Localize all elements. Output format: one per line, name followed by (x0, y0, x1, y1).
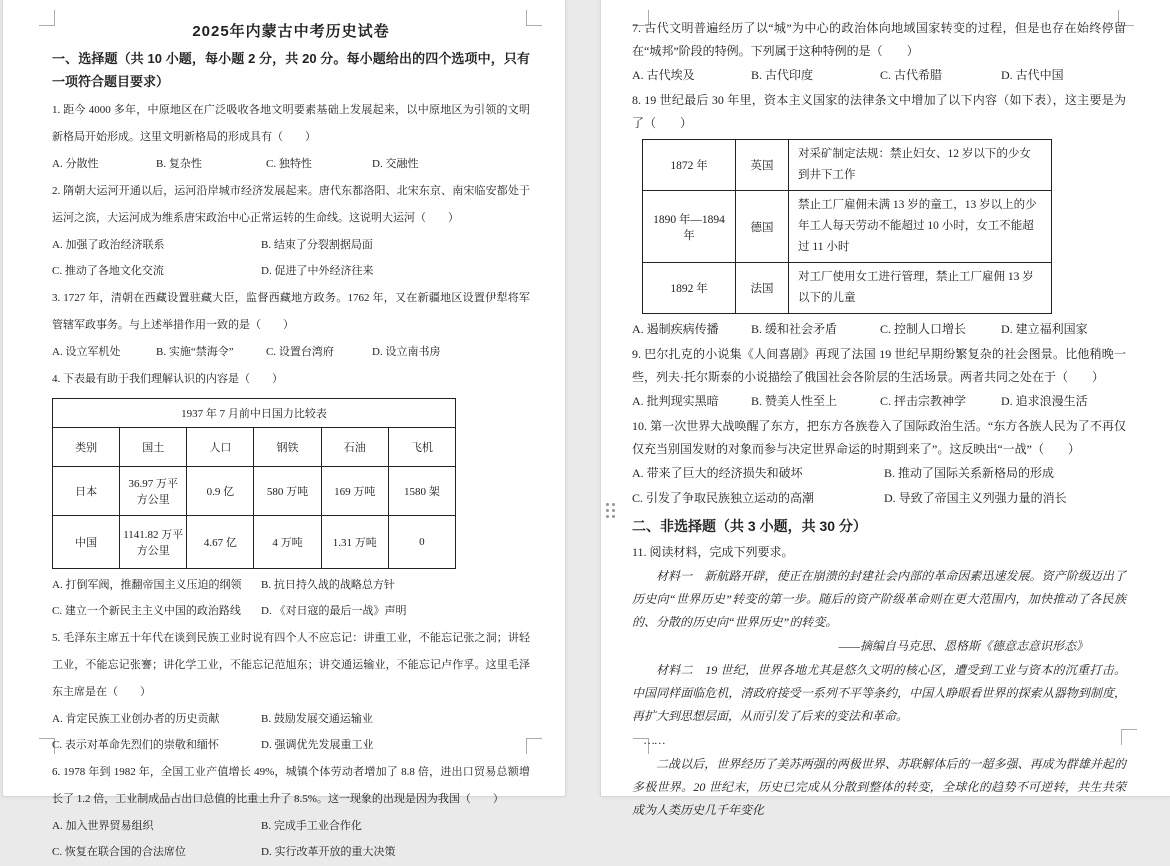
option-b: B. 缓和社会矛盾 (751, 322, 838, 336)
table-cell-country: 英国 (736, 140, 789, 191)
question-2-options-row-2 (52, 259, 530, 283)
exam-page-1 (2, 0, 566, 858)
option-b: B. 古代印度 (751, 68, 814, 82)
table-header: 钢铁 (254, 428, 321, 467)
material-1-source: ——摘编自马克思、恩格斯《德意志意识形态》 (838, 639, 1088, 653)
option-a: A. 带来了巨大的经济损失和破坏 (632, 466, 803, 480)
material-2-continued-paragraph: 二战以后，世界经历了美苏两强的两极世界、苏联解体后的一超多强、再成为群雄并起的多极世界。20 世纪末，历史已完成从分散到整体的转变，全球化的趋势不可逆转，共生共荣成为人类历史几千年变化 (632, 757, 1126, 817)
table-cell: 36.97 万平方公里 (120, 467, 187, 516)
option-b: B. 鼓励发展交通运输业 (261, 713, 373, 725)
question-9-options (632, 390, 1126, 413)
question-5-options-row-2 (52, 733, 530, 757)
question-5-options-row-1 (52, 707, 530, 731)
question-5-stem: 5. 毛泽东主席五十年代在谈到民族工业时说有四个人不应忘记：讲重工业，不能忘记张之洞；讲轻工业，不能忘记张謇；讲化学工业，不能忘记范旭东；讲交通运输业，不能忘记卢作孚。这里毛泽东主席是在（ ） (52, 632, 530, 698)
material-1-paragraph: 材料一 新航路开辟，使正在崩溃的封建社会内部的革命因素迅速发展。资产阶级迈出了历史向“世界历史”转变的第一步。随后的资产阶级革命则在更大范围内，加快推动了各民族的、分散的历史向“世界历史”的转变。 (632, 569, 1126, 629)
question-7-options (632, 64, 1126, 87)
table-cell: 1.31 万吨 (321, 516, 388, 569)
table-cell: 1580 架 (388, 467, 455, 516)
option-b: B. 结束了分裂割据局面 (261, 239, 373, 251)
table-cell-year: 1892 年 (643, 263, 736, 314)
table-row-france (643, 263, 1052, 314)
option-c: C. 恢复在联合国的合法席位 (52, 846, 186, 858)
question-2-options-row-1 (52, 233, 530, 257)
table-header: 飞机 (388, 428, 455, 467)
option-c: C. 推动了各地文化交流 (52, 265, 164, 277)
option-b: B. 推动了国际关系新格局的形成 (884, 466, 1055, 480)
table-row-germany (643, 191, 1052, 263)
exam-page-2 (600, 0, 1170, 817)
table-cell: 日本 (53, 467, 120, 516)
question-8-options (632, 318, 1126, 341)
table-title: 1937 年 7 月前中日国力比较表 (53, 399, 456, 428)
labor-law-table (642, 139, 1052, 314)
question-9-stem: 9. 巴尔扎克的小说集《人间喜剧》再现了法国 19 世纪早期纷繁复杂的社会图景。比他稍晚一些，列夫·托尔斯泰的小说描绘了俄国社会各阶层的生活场景。两者共同之处在于（ ） (632, 347, 1126, 384)
table-header: 石油 (321, 428, 388, 467)
question-3-options (52, 340, 530, 364)
question-1-options (52, 152, 530, 176)
table-header-row (53, 428, 456, 467)
table-cell: 0.9 亿 (187, 467, 254, 516)
table-header: 人口 (187, 428, 254, 467)
material-2-paragraph: 材料二 19 世纪，世界各地尤其是悠久文明的核心区，遭受到工业与资本的沉重打击。中国同样面临危机，清政府接受一系列不平等条约，中国人睁眼看世界的探索从器物到制度，再扩大到思想层面，从而引发了后来的变法和革命。 (632, 663, 1126, 723)
option-d: D. 强调优先发展重工业 (261, 739, 374, 751)
question-6-options-row-2 (52, 840, 530, 864)
option-a: A. 加强了政治经济联系 (52, 239, 165, 251)
option-c: C. 控制人口增长 (880, 322, 967, 336)
section2-heading: 二、非选择题（共 3 小题，共 30 分） (632, 518, 867, 534)
table-cell: 0 (388, 516, 455, 569)
option-c: C. 表示对革命先烈们的崇敬和缅怀 (52, 739, 219, 751)
option-d: D. 建立福利国家 (1001, 322, 1088, 336)
table-cell: 1141.82 万平方公里 (120, 516, 187, 569)
option-d: D. 古代中国 (1001, 68, 1064, 82)
question-10-stem: 10. 第一次世界大战唤醒了东方，把东方各族卷入了国际政治生活。“东方各族人民为了不再仅仅充当别国发财的对象而参与决定世界命运的时期到来了”。这反映出“一战”（ ） (632, 419, 1126, 456)
option-d: D. 实行改革开放的重大决策 (261, 846, 396, 858)
option-c: C. 建立一个新民主主义中国的政治路线 (52, 605, 241, 617)
table-title-row (53, 399, 456, 428)
option-c: C. 古代希腊 (880, 68, 943, 82)
exam-title: 2025年内蒙古中考历史试卷 (192, 23, 390, 40)
table-cell-law: 对工厂使用女工进行管理，禁止工厂雇佣 13 岁以下的儿童 (789, 263, 1052, 314)
option-d: D. 导致了帝国主义列强力量的消长 (884, 491, 1067, 505)
option-c: C. 抨击宗教神学 (880, 394, 967, 408)
option-a: A. 遏制疾病传播 (632, 322, 719, 336)
question-10-options-row-1 (632, 462, 1126, 485)
table-cell-country: 法国 (736, 263, 789, 314)
question-8-stem: 8. 19 世纪最后 30 年里，资本主义国家的法律条文中增加了以下内容（如下表），这主要是为了（ ） (632, 93, 1126, 130)
option-a: A. 肯定民族工业创办者的历史贡献 (52, 713, 220, 725)
table-cell-law: 禁止工厂雇佣未满 13 岁的童工，13 岁以上的少年工人每天劳动不能超过 10 小时，女工不能超过 11 小时 (789, 191, 1052, 263)
table-cell: 169 万吨 (321, 467, 388, 516)
table-header: 国土 (120, 428, 187, 467)
table-cell: 4.67 亿 (187, 516, 254, 569)
option-a: A. 打倒军阀，推翻帝国主义压迫的纲领 (52, 579, 242, 591)
question-4-options-row-2 (52, 599, 530, 623)
table-cell: 580 万吨 (254, 467, 321, 516)
question-3-stem: 3. 1727 年，清朝在西藏设置驻藏大臣，监督西藏地方政务。1762 年，又在新疆地区设置伊犁将军管辖军政事务。与上述举措作用一致的是（ ） (52, 292, 530, 331)
option-b: B. 抗日持久战的战略总方针 (261, 579, 395, 591)
option-d: D. 促进了中外经济往来 (261, 265, 374, 277)
option-b: B. 实施“禁海令” (156, 346, 234, 358)
option-d: D. 追求浪漫生活 (1001, 394, 1088, 408)
option-d: D. 设立南书房 (372, 346, 441, 358)
option-a: A. 加入世界贸易组织 (52, 820, 154, 832)
page-divider-drag-handle-icon[interactable] (606, 503, 615, 518)
question-4-options-row-1 (52, 573, 530, 597)
table-cell: 中国 (53, 516, 120, 569)
option-b: B. 赞美人性至上 (751, 394, 838, 408)
china-japan-national-power-table (52, 398, 456, 569)
table-row-japan (53, 467, 456, 516)
table-cell-country: 德国 (736, 191, 789, 263)
option-c: C. 引发了争取民族独立运动的高潮 (632, 491, 815, 505)
table-cell-year: 1872 年 (643, 140, 736, 191)
question-1-stem: 1. 距今 4000 多年，中原地区在广泛吸收各地文明要素基础上发展起来，以中原地区为引领的文明新格局开始形成。这里文明新格局的形成具有（ ） (52, 104, 530, 143)
table-row-britain (643, 140, 1052, 191)
option-c: C. 独特性 (266, 158, 312, 170)
option-d: D. 交融性 (372, 158, 419, 170)
option-a: A. 古代埃及 (632, 68, 695, 82)
question-6-options-row-1 (52, 814, 530, 838)
option-a: A. 设立军机处 (52, 346, 121, 358)
option-b: B. 完成手工业合作化 (261, 820, 362, 832)
question-10-options-row-2 (632, 487, 1126, 510)
question-4-stem: 4. 下表最有助于我们理解认识的内容是（ ） (52, 373, 283, 385)
question-7-stem: 7. 古代文明普遍经历了以“城”为中心的政治体向地域国家转变的过程，但是也存在始终停留在“城邦”阶段的特例。下列属于这种特例的是（ ） (632, 21, 1126, 58)
table-header: 类别 (53, 428, 120, 467)
material-ellipsis: …… (644, 733, 666, 747)
question-6-stem: 6. 1978 年到 1982 年，全国工业产值增长 49%，城镇个体劳动者增加了 8.8 倍，进出口贸易总额增长了 1.2 倍，工业制成品占出口总值的比重上升了 8.5%。这一现象的出现是因为我国（ ） (52, 766, 530, 805)
option-a: A. 批判现实黑暗 (632, 394, 719, 408)
option-c: C. 设置台湾府 (266, 346, 334, 358)
table-cell-law: 对采矿制定法规：禁止妇女、12 岁以下的少女到井下工作 (789, 140, 1052, 191)
question-2-stem: 2. 隋朝大运河开通以后，运河沿岸城市经济发展起来。唐代东都洛阳、北宋东京、南宋临安都处于运河之滨，大运河成为维系唐宋政治中心正常运转的生命线。这说明大运河（ ） (52, 185, 530, 224)
question-11-intro: 11. 阅读材料，完成下列要求。 (632, 545, 794, 559)
table-cell-year: 1890 年—1894 年 (643, 191, 736, 263)
option-d: D. 《对日寇的最后一战》声明 (261, 605, 407, 617)
table-row-china (53, 516, 456, 569)
section1-heading: 一、选择题（共 10 小题，每小题 2 分，共 20 分。每小题给出的四个选项中，只有一项符合题目要求） (52, 51, 530, 89)
option-a: A. 分散性 (52, 158, 99, 170)
table-cell: 4 万吨 (254, 516, 321, 569)
option-b: B. 复杂性 (156, 158, 202, 170)
